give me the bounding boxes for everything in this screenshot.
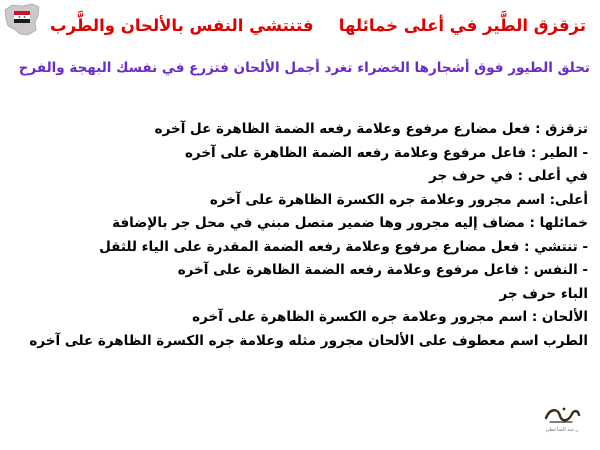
parsing-line: - الطير : فاعل مرفوع وعلامة رفعه الضمة الظاهرة على آخره bbox=[184, 144, 588, 161]
title-second-hemistich: فتنتشي النفس بالألحان والطَّرب bbox=[50, 15, 314, 35]
parsing-line: - النفس : فاعل مرفوع وعلامة رفعه الضمة الظاهرة على آخره bbox=[177, 262, 588, 278]
parsing-line: تزقزق : فعل مضارع مرفوع وعلامة رفعه الضمة الظاهرة عل آخره bbox=[154, 121, 588, 137]
parsing-line: الباء حرف جر bbox=[499, 285, 588, 302]
author-logo bbox=[536, 404, 588, 444]
parsing-list bbox=[12, 118, 588, 353]
syria-map-flag-icon bbox=[2, 2, 42, 38]
parsing-line: في أعلى : في حرف جر bbox=[429, 168, 588, 184]
parsing-line: الطرب اسم معطوف على الألحان مجرور مثله وعلامة جره الكسرة الظاهرة على آخره bbox=[29, 332, 588, 349]
slide-title bbox=[50, 10, 586, 40]
author-caption: ر.عبد الساعطي bbox=[545, 427, 579, 433]
parsing-line: خمائلها : مضاف إليه مجرور وها ضمير متصل مبني في محل جر بالإضافة bbox=[112, 215, 588, 231]
parsing-line: الألحان : اسم مجرور وعلامة جره الكسرة الظاهرة على آخره bbox=[192, 309, 588, 325]
parsing-line: - تنتشي : فعل مضارع مرفوع وعلامة رفعه الضمة المقدرة على الياء للثقل bbox=[99, 238, 588, 255]
slide-subtitle: تحلق الطيور فوق أشجارها الخضراء تغرد أجمل الألحان فتزرع في نفسك البهجة والفرح bbox=[18, 60, 590, 76]
title-first-hemistich: تزقزق الطَّير في أعلى خمائلها bbox=[338, 15, 586, 35]
calligraphy-signature-icon bbox=[542, 404, 582, 426]
parsing-line: أعلى: اسم مجرور وعلامة جره الكسرة الظاهرة على آخره bbox=[209, 191, 588, 208]
